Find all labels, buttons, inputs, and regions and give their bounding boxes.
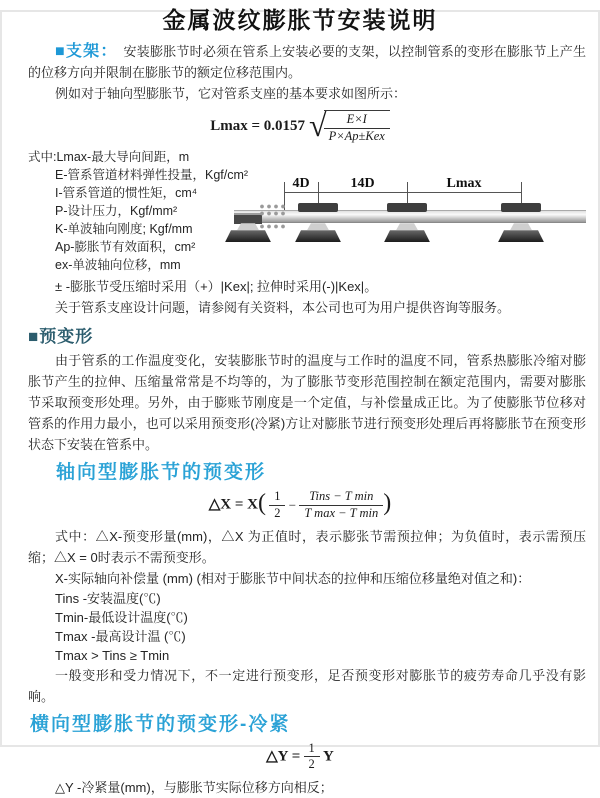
lmax-fraction-numerator: E×I bbox=[324, 112, 390, 129]
pipe-support-pedestal bbox=[498, 223, 544, 243]
radicand bbox=[324, 110, 390, 144]
temp-line: Tmax -最高设计温 (℃) bbox=[55, 628, 186, 644]
half-numerator: 1 bbox=[269, 489, 285, 506]
definition-item: ex-单波轴向位移，mm bbox=[55, 258, 181, 273]
temperature-fraction bbox=[299, 489, 383, 521]
definition-item: Ap-膨胀节有效面积，cm² bbox=[55, 240, 196, 255]
support-saddle bbox=[307, 223, 329, 230]
definition-item: E-管系管道材料弹性投量，Kgf/cm² bbox=[55, 168, 249, 183]
lateral-preform-heading: 横向型膨胀节的预变形-冷紧 bbox=[30, 713, 291, 735]
half-fraction bbox=[304, 741, 320, 773]
support-base bbox=[295, 230, 341, 242]
radical-sign: √ bbox=[309, 107, 327, 144]
open-paren: ( bbox=[257, 490, 266, 517]
y-definition: △Y -冷紧量(mm)，与膨胀节实际位移方向相反； bbox=[55, 779, 333, 795]
lateral-formula-rhs: Y bbox=[323, 748, 334, 765]
definition-item: K-单波轴向刚度; Kgf/mm bbox=[55, 222, 193, 237]
guide-clamp bbox=[298, 203, 338, 212]
dim-label-lmax: Lmax bbox=[446, 176, 482, 192]
close-paren: ) bbox=[383, 490, 392, 517]
axial-explain-paragraph: 式中：△X-预变形量(mm)，△X 为正值时，表示膨张节需预拉伸；为负值时，表示需预压缩；△X = 0时表示不需预变形。 bbox=[28, 528, 586, 565]
half-numerator: 1 bbox=[304, 741, 320, 758]
bellows-coil bbox=[259, 210, 287, 217]
support-saddle bbox=[237, 223, 259, 230]
plus-minus-note: ± -膨胀节受压缩时采用（+）|Kex|; 拉伸时采用(-)|Kex|。 bbox=[55, 279, 378, 295]
consult-note: 关于管系支座设计问题，请参阅有关资料，本公司也可为用户提供咨询等服务。 bbox=[55, 300, 511, 316]
x-definition: X-实际轴向补偿量 (mm) (相对于膨胀节中间状态的拉伸和压缩位移量绝对值之和)： bbox=[55, 570, 531, 586]
half-fraction bbox=[269, 489, 285, 521]
support-example-paragraph: 例如对于轴向型膨胀节，它对管系支座的基本要求如图所示： bbox=[55, 86, 407, 101]
dim-label-14d: 14D bbox=[350, 176, 375, 192]
temp-line: Tmin-最低设计温度(℃) bbox=[55, 609, 188, 625]
support-intro-paragraph bbox=[28, 41, 586, 83]
page-title: 金属波纹膨胀节安装说明 bbox=[162, 7, 438, 33]
support-saddle bbox=[510, 223, 532, 230]
preform-body-paragraph: 由于管系的工作温度变化，安装膨胀节时的温度与工作时的温度不同，管系热膨胀冷缩对膨胀节产生的拉伸、压缩量常常是不均等的，为了膨胀节变形范围控制在额定范围内，需要对膨胀节采取预变形处理。另外，由于膨账节刚度是一个定值，与补偿量成正比。为了使膨胀节位移对管系的作用力最小，也可以采用预变形(冷紧)方让对膨胀节进行预变形处理后再将膨胀节在预变形状态下安装在管系中。 bbox=[28, 353, 586, 453]
preform-section-heading: ■预变形 bbox=[28, 327, 94, 347]
axial-preform-formula bbox=[0, 489, 600, 521]
definition-item: 式中:Lmax-最大导向间距，m bbox=[28, 150, 190, 165]
guide-clamp bbox=[501, 203, 541, 212]
guide-clamp bbox=[387, 203, 427, 212]
support-base bbox=[498, 230, 544, 242]
lmax-formula bbox=[0, 107, 600, 144]
lmax-formula-lhs: Lmax = 0.0157 bbox=[210, 118, 305, 135]
support-base bbox=[384, 230, 430, 242]
bellows-coil bbox=[259, 203, 287, 210]
minus-sign: − bbox=[288, 497, 297, 513]
support-intro-text: 安装膨胀节时必须在管系上安装必要的支架，以控制管系的变形在膨胀节上产生的位移方向并限制在膨胀节的额定位移范围内。 bbox=[28, 44, 586, 80]
document-page bbox=[0, 7, 600, 795]
dim-label-4d: 4D bbox=[292, 176, 310, 192]
half-denominator: 2 bbox=[274, 505, 281, 520]
temperature-denominator: T max − T min bbox=[304, 505, 379, 520]
dimension-line bbox=[284, 192, 521, 193]
pipe-support-pedestal bbox=[384, 223, 430, 243]
temp-line: Tins -安装温度(℃) bbox=[55, 590, 161, 606]
temp-inequality: Tmax > Tins ≥ Tmin bbox=[55, 647, 170, 663]
lateral-formula-lhs: △Y = bbox=[266, 748, 301, 765]
axial-formula-lhs: △X = X bbox=[208, 496, 258, 513]
support-saddle bbox=[396, 223, 418, 230]
definition-item: P-设计压力，Kgf/mm² bbox=[55, 204, 178, 219]
axial-preform-heading: 轴向型膨胀节的预变形 bbox=[56, 462, 267, 484]
lateral-preform-formula bbox=[0, 741, 600, 773]
support-base bbox=[225, 230, 271, 242]
pipe-support-pedestal bbox=[295, 223, 341, 243]
half-denominator: 2 bbox=[308, 757, 315, 772]
axial-note: 一般变形和受力情况下，不一定进行预变形，足否预变形对膨胀节的疲劳寿命几乎没有影响。 bbox=[28, 667, 586, 704]
pipe-support-pedestal bbox=[225, 223, 271, 243]
guide-spacing-diagram bbox=[234, 178, 586, 256]
support-section-label: ■支架： bbox=[55, 43, 118, 60]
definitions-and-diagram bbox=[28, 148, 586, 276]
definition-item: I-管系管道的惯性矩，cm⁴ bbox=[55, 186, 198, 201]
lmax-fraction-denominator: P×Ap±Kex bbox=[328, 128, 385, 143]
lmax-fraction bbox=[324, 112, 390, 144]
temperature-numerator: Tins − T min bbox=[299, 489, 383, 506]
